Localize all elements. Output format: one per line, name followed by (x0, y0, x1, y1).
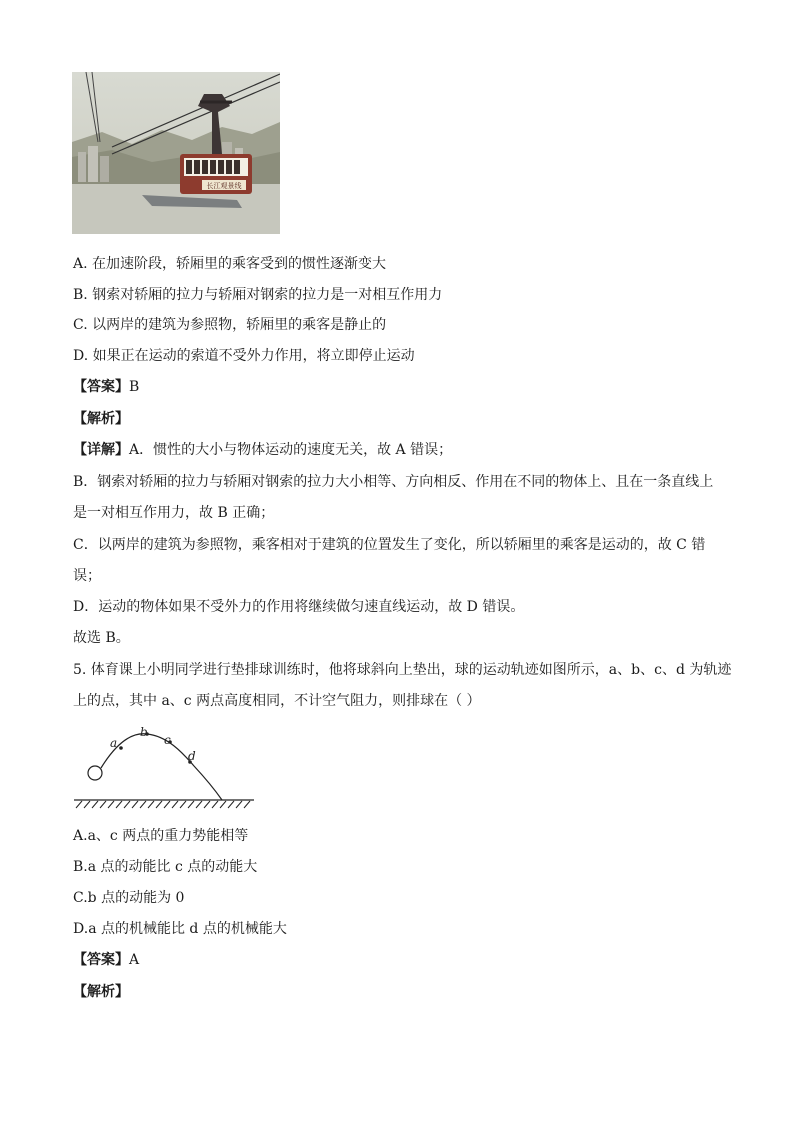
ball-icon (88, 766, 102, 780)
label-d: d (188, 749, 196, 763)
q5-option-c: C.b 点的动能为 0 (73, 890, 185, 906)
label-c: c (164, 733, 171, 747)
q4-detail-line-2: B．钢索对轿厢的拉力与轿厢对钢索的拉力大小相等、方向相反、作用在不同的物体上、且在一条直线上 (73, 474, 714, 490)
ground-hatching (76, 801, 250, 808)
q4-detail-line-5: 误； (73, 568, 101, 584)
q4-option-a: A. 在加速阶段，轿厢里的乘客受到的惯性逐渐变大 (73, 256, 387, 272)
q5-option-b: B.a 点的动能比 c 点的动能大 (73, 859, 258, 875)
q5-option-a: A.a、c 两点的重力势能相等 (73, 828, 249, 844)
q4-detail-line-6: D．运动的物体如果不受外力的作用将继续做匀速直线运动，故 D 错误。 (73, 599, 525, 615)
q4-option-b: B. 钢索对轿厢的拉力与轿厢对钢索的拉力是一对相互作用力 (73, 287, 443, 303)
label-a: a (110, 736, 118, 750)
cabin-sign: 长江观景线 (206, 182, 242, 190)
trajectory-figure (72, 722, 258, 814)
q4-option-d: D. 如果正在运动的索道不受外力作用，将立即停止运动 (73, 348, 415, 364)
q5-stem-line-1: 5. 体育课上小明同学进行垫排球训练时，他将球斜向上垫出，球的运动轨迹如图所示，a、b、c、d 为轨迹 (73, 662, 732, 678)
q4-option-c: C. 以两岸的建筑为参照物，轿厢里的乘客是静止的 (73, 317, 387, 333)
cable-car-photo (72, 72, 280, 234)
trajectory-curve (101, 734, 222, 800)
q5-answer: 【答案】A (73, 952, 140, 968)
q4-conclusion: 故选 B。 (73, 630, 130, 646)
q4-analysis-label: 【解析】 (73, 411, 129, 427)
q4-detail-line-4: C．以两岸的建筑为参照物，乘客相对于建筑的位置发生了变化，所以轿厢里的乘客是运动的，故 C 错 (73, 537, 706, 553)
q4-detail-line-3: 是一对相互作用力，故 B 正确； (73, 505, 275, 521)
q5-analysis-label: 【解析】 (73, 984, 129, 1000)
q5-stem-line-2: 上的点，其中 a、c 两点高度相同，不计空气阻力，则排球在（ ） (73, 693, 481, 709)
point-a (119, 746, 123, 750)
q4-detail-line-1: 【详解】A．惯性的大小与物体运动的速度无关，故 A 错误； (73, 442, 453, 458)
label-b: b (140, 725, 148, 739)
q5-option-d: D.a 点的机械能比 d 点的机械能大 (73, 921, 287, 937)
q4-answer: 【答案】B (73, 379, 140, 395)
